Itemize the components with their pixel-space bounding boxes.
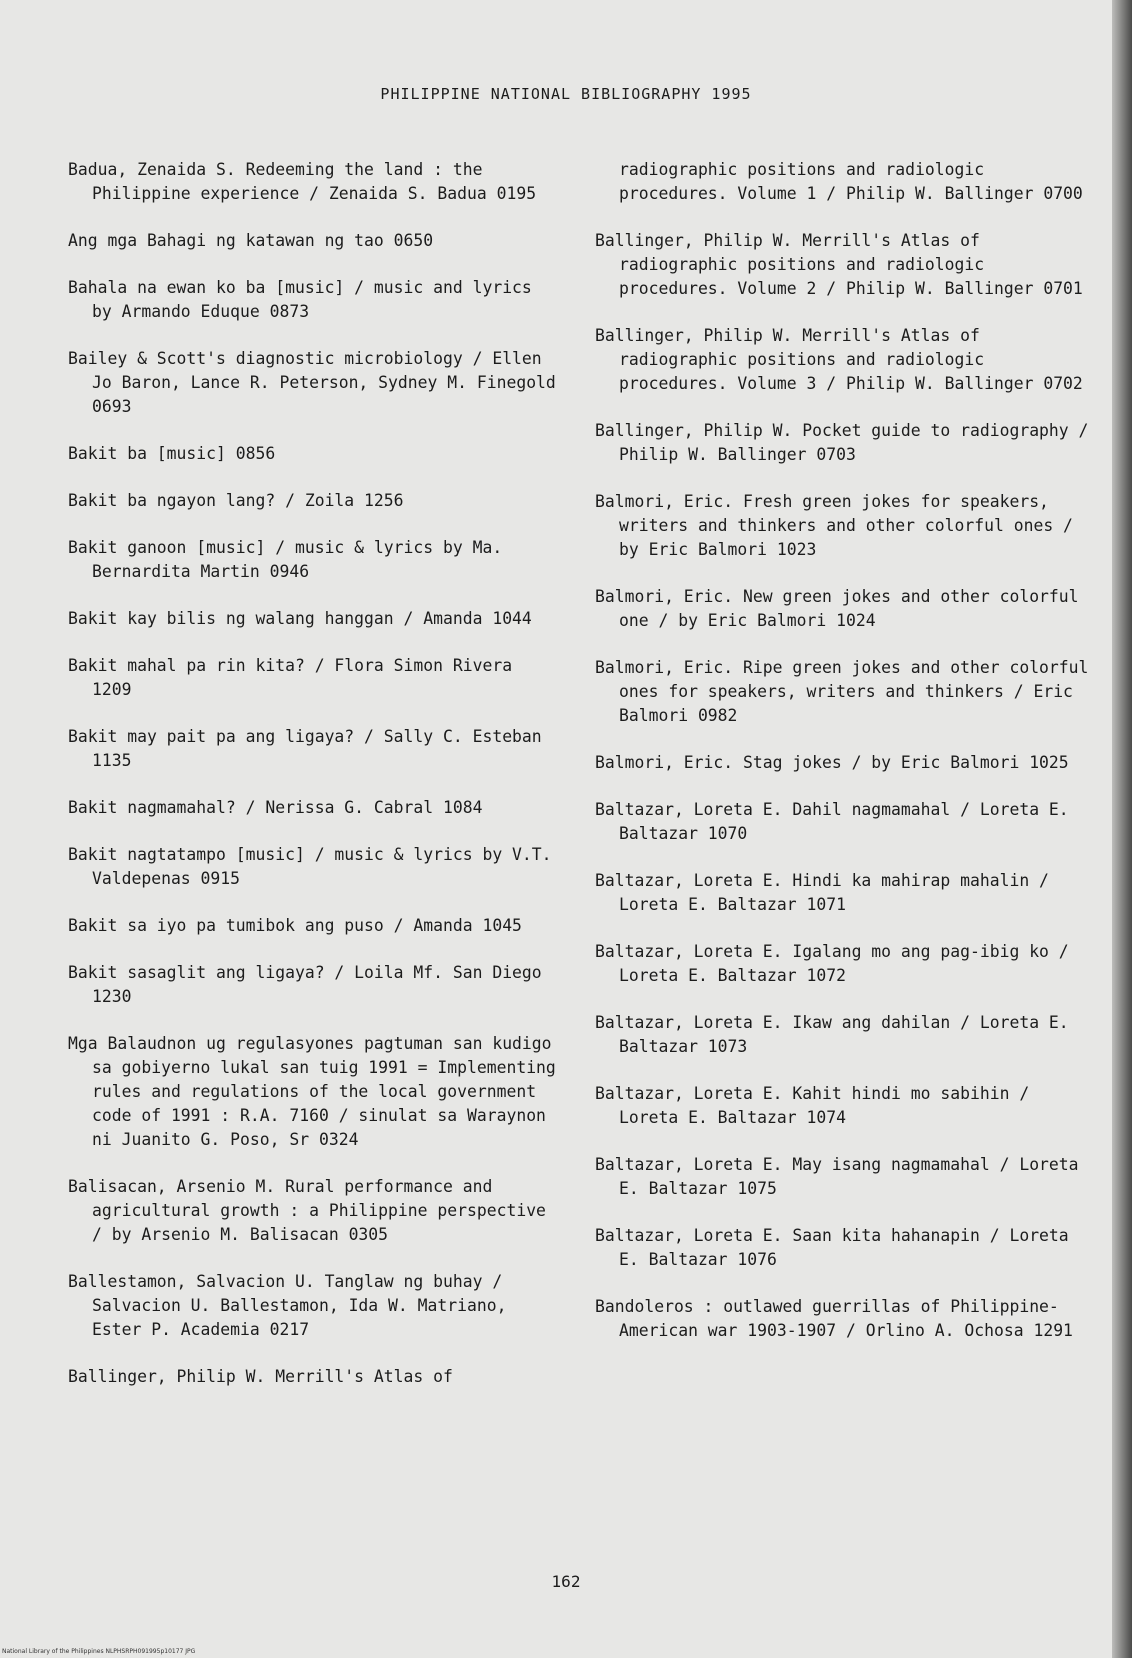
entry: Bakit may pait pa ang ligaya? / Sally C. Esteban 1135	[68, 727, 542, 770]
entry: Ballinger, Philip W. Pocket guide to radiography / Philip W. Ballinger 0703	[595, 421, 1089, 464]
entry: Baltazar, Loreta E. Hindi ka mahirap mahalin / Loreta E. Baltazar 1071	[595, 871, 1049, 914]
entry: Badua, Zenaida S. Redeeming the land : the Philippine experience / Zenaida S. Badua 0195	[68, 160, 537, 203]
entry: Balmori, Eric. New green jokes and other colorful one / by Eric Balmori 1024	[595, 587, 1079, 630]
page-number: 162	[551, 1572, 581, 1591]
entry: Baltazar, Loreta E. Saan kita hahanapin / Loreta E. Baltazar 1076	[595, 1226, 1069, 1269]
entry: Balmori, Eric. Fresh green jokes for speakers, writers and thinkers and other colorful ones / by Eric Balmori 1023	[595, 492, 1073, 559]
entry: Balisacan, Arsenio M. Rural performance and agricultural growth : a Philippine perspective / by Arsenio M. Balisacan 0305	[68, 1177, 546, 1244]
entry: Ang mga Bahagi ng katawan ng tao 0650	[68, 231, 434, 250]
entry: Baltazar, Loreta E. Igalang mo ang pag-ibig ko / Loreta E. Baltazar 1072	[595, 942, 1069, 985]
book-spine-shadow	[1112, 0, 1132, 1658]
entry: Balmori, Eric. Stag jokes / by Eric Balmori 1025	[595, 753, 1069, 772]
entry-continued: radiographic positions and radiologic procedures. Volume 1 / Philip W. Ballinger 0700	[619, 160, 1083, 203]
entry: Bakit mahal pa rin kita? / Flora Simon Rivera 1209	[68, 656, 513, 699]
right-column	[595, 158, 1095, 1366]
entry: Ballinger, Philip W. Merrill's Atlas of radiographic positions and radiologic procedures. Volume 2 / Philip W. Ballinger 0701	[595, 231, 1083, 298]
entry: Bakit nagmamahal? / Nerissa G. Cabral 1084	[68, 798, 483, 817]
left-column	[68, 158, 560, 1412]
running-head: PHILIPPINE NATIONAL BIBLIOGRAPHY 1995	[380, 85, 752, 103]
entry: Bailey & Scott's diagnostic microbiology / Ellen Jo Baron, Lance R. Peterson, Sydney M. Finegold 0693	[68, 349, 556, 416]
entry: Bakit ba [music] 0856	[68, 444, 276, 463]
entry: Baltazar, Loreta E. Ikaw ang dahilan / Loreta E. Baltazar 1073	[595, 1013, 1069, 1056]
entry: Bakit ganoon [music] / music & lyrics by Ma. Bernardita Martin 0946	[68, 538, 503, 581]
entry: Bakit sasaglit ang ligaya? / Loila Mf. San Diego 1230	[68, 963, 542, 1006]
entry: Balmori, Eric. Ripe green jokes and other colorful ones for speakers, writers and thinkers / Eric Balmori 0982	[595, 658, 1089, 725]
entry: Bakit kay bilis ng walang hanggan / Amanda 1044	[68, 609, 532, 628]
entry: Bakit sa iyo pa tumibok ang puso / Amanda 1045	[68, 916, 522, 935]
entry: Bakit nagtatampo [music] / music & lyrics by V.T. Valdepenas 0915	[68, 845, 552, 888]
entry: Ballinger, Philip W. Merrill's Atlas of radiographic positions and radiologic procedures. Volume 3 / Philip W. Ballinger 0702	[595, 326, 1083, 393]
entry: Bandoleros : outlawed guerrillas of Philippine-American war 1903-1907 / Orlino A. Ochosa 1291	[595, 1297, 1073, 1340]
entry: Bahala na ewan ko ba [music] / music and lyrics by Armando Eduque 0873	[68, 278, 532, 321]
entry: Bakit ba ngayon lang? / Zoila 1256	[68, 491, 404, 510]
entry: Baltazar, Loreta E. May isang nagmamahal / Loreta E. Baltazar 1075	[595, 1155, 1079, 1198]
scan-credit: National Library of the Philippines NLPHSRPH091995p10177 JPG	[2, 1648, 196, 1655]
entry: Baltazar, Loreta E. Dahil nagmamahal / Loreta E. Baltazar 1070	[595, 800, 1069, 843]
entry: Ballinger, Philip W. Merrill's Atlas of	[68, 1367, 453, 1386]
entry: Ballestamon, Salvacion U. Tanglaw ng buhay / Salvacion U. Ballestamon, Ida W. Matriano, Ester P. Academia 0217	[68, 1272, 507, 1339]
entry: Mga Balaudnon ug regulasyones pagtuman san kudigo sa gobiyerno lukal san tuig 1991 = Implementing rules and regulations of the local government code of 1991 : R.A. 7160 / sinulat sa Waraynon ni Juanito G. Poso, Sr 0324	[68, 1034, 556, 1149]
entry: Baltazar, Loreta E. Kahit hindi mo sabihin / Loreta E. Baltazar 1074	[595, 1084, 1030, 1127]
